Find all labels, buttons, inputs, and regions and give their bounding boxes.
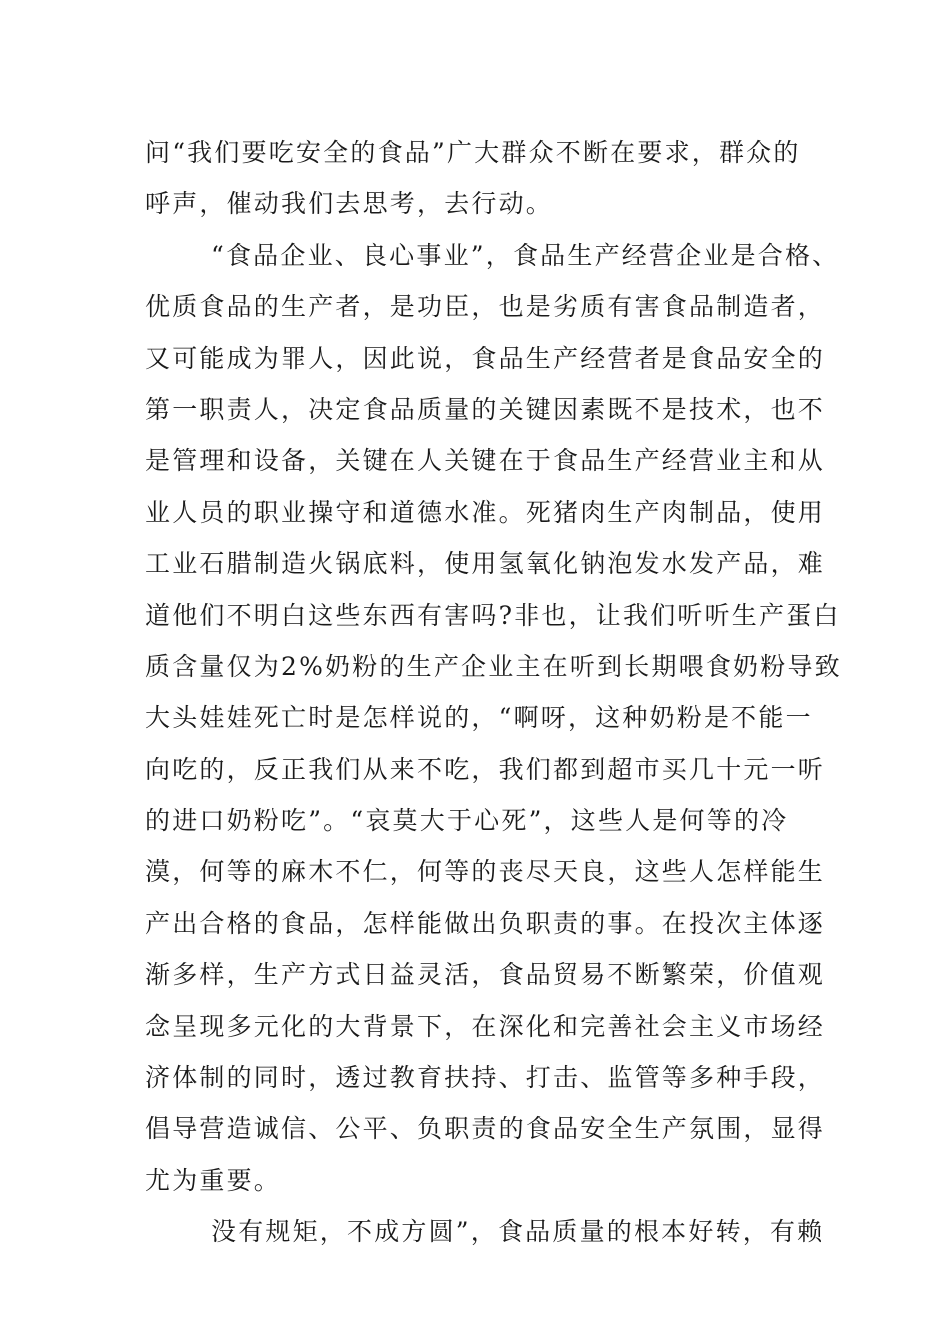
text-line: 济体制的同时，透过教育扶持、打击、监管等多种手段， bbox=[145, 1063, 826, 1093]
text-line: 工业石腊制造火锅底料，使用氢氧化钠泡发水发产品，难 bbox=[145, 549, 826, 579]
text-line: 念呈现多元化的大背景下，在深化和完善社会主义市场经 bbox=[145, 1011, 826, 1041]
text-line: 质含量仅为2%奶粉的生产企业主在听到长期喂食奶粉导致 bbox=[145, 651, 842, 681]
paragraph bbox=[145, 130, 835, 233]
document-body bbox=[145, 130, 842, 1261]
text-line: 的进口奶粉吃”。“哀莫大于心死”，这些人是何等的冷 bbox=[145, 806, 789, 836]
text-line: 大头娃娃死亡时是怎样说的，“啊呀，这种奶粉是不能一 bbox=[145, 703, 813, 733]
paragraph bbox=[145, 1209, 835, 1260]
text-line: 道他们不明白这些东西有害吗?非也，让我们听听生产蛋白 bbox=[145, 600, 841, 630]
text-line: 倡导营造诚信、公平、负职责的食品安全生产氛围，显得 bbox=[145, 1114, 826, 1144]
text-line: 渐多样，生产方式日益灵活，食品贸易不断繁荣，价值观 bbox=[145, 960, 826, 990]
text-line: 是管理和设备，关键在人关键在于食品生产经营业主和从 bbox=[145, 446, 826, 476]
text-line: 业人员的职业操守和道德水准。死猪肉生产肉制品，使用 bbox=[145, 497, 826, 527]
text-line: 产出合格的食品，怎样能做出负职责的事。在投次主体逐 bbox=[145, 908, 826, 938]
text-line: 漠，何等的麻木不仁，何等的丧尽天良，这些人怎样能生 bbox=[145, 857, 826, 887]
text-line: 向吃的，反正我们从来不吃，我们都到超市买几十元一听 bbox=[145, 754, 826, 784]
text-line: 优质食品的生产者，是功臣，也是劣质有害食品制造者， bbox=[145, 292, 826, 322]
text-line: 呼声，催动我们去思考，去行动。 bbox=[145, 189, 554, 219]
text-line: 没有规矩，不成方圆”，食品质量的根本好转，有赖 bbox=[211, 1217, 825, 1247]
text-line: 第一职责人，决定食品质量的关键因素既不是技术，也不 bbox=[145, 394, 826, 424]
text-line: 尤为重要。 bbox=[145, 1165, 282, 1195]
text-line: “食品企业、良心事业”，食品生产经营企业是合格、 bbox=[211, 240, 840, 270]
text-line: 问“我们要吃安全的食品”广大群众不断在要求，群众的 bbox=[145, 138, 801, 167]
text-line: 又可能成为罪人，因此说，食品生产经营者是食品安全的 bbox=[145, 343, 826, 373]
paragraph bbox=[145, 233, 842, 1209]
